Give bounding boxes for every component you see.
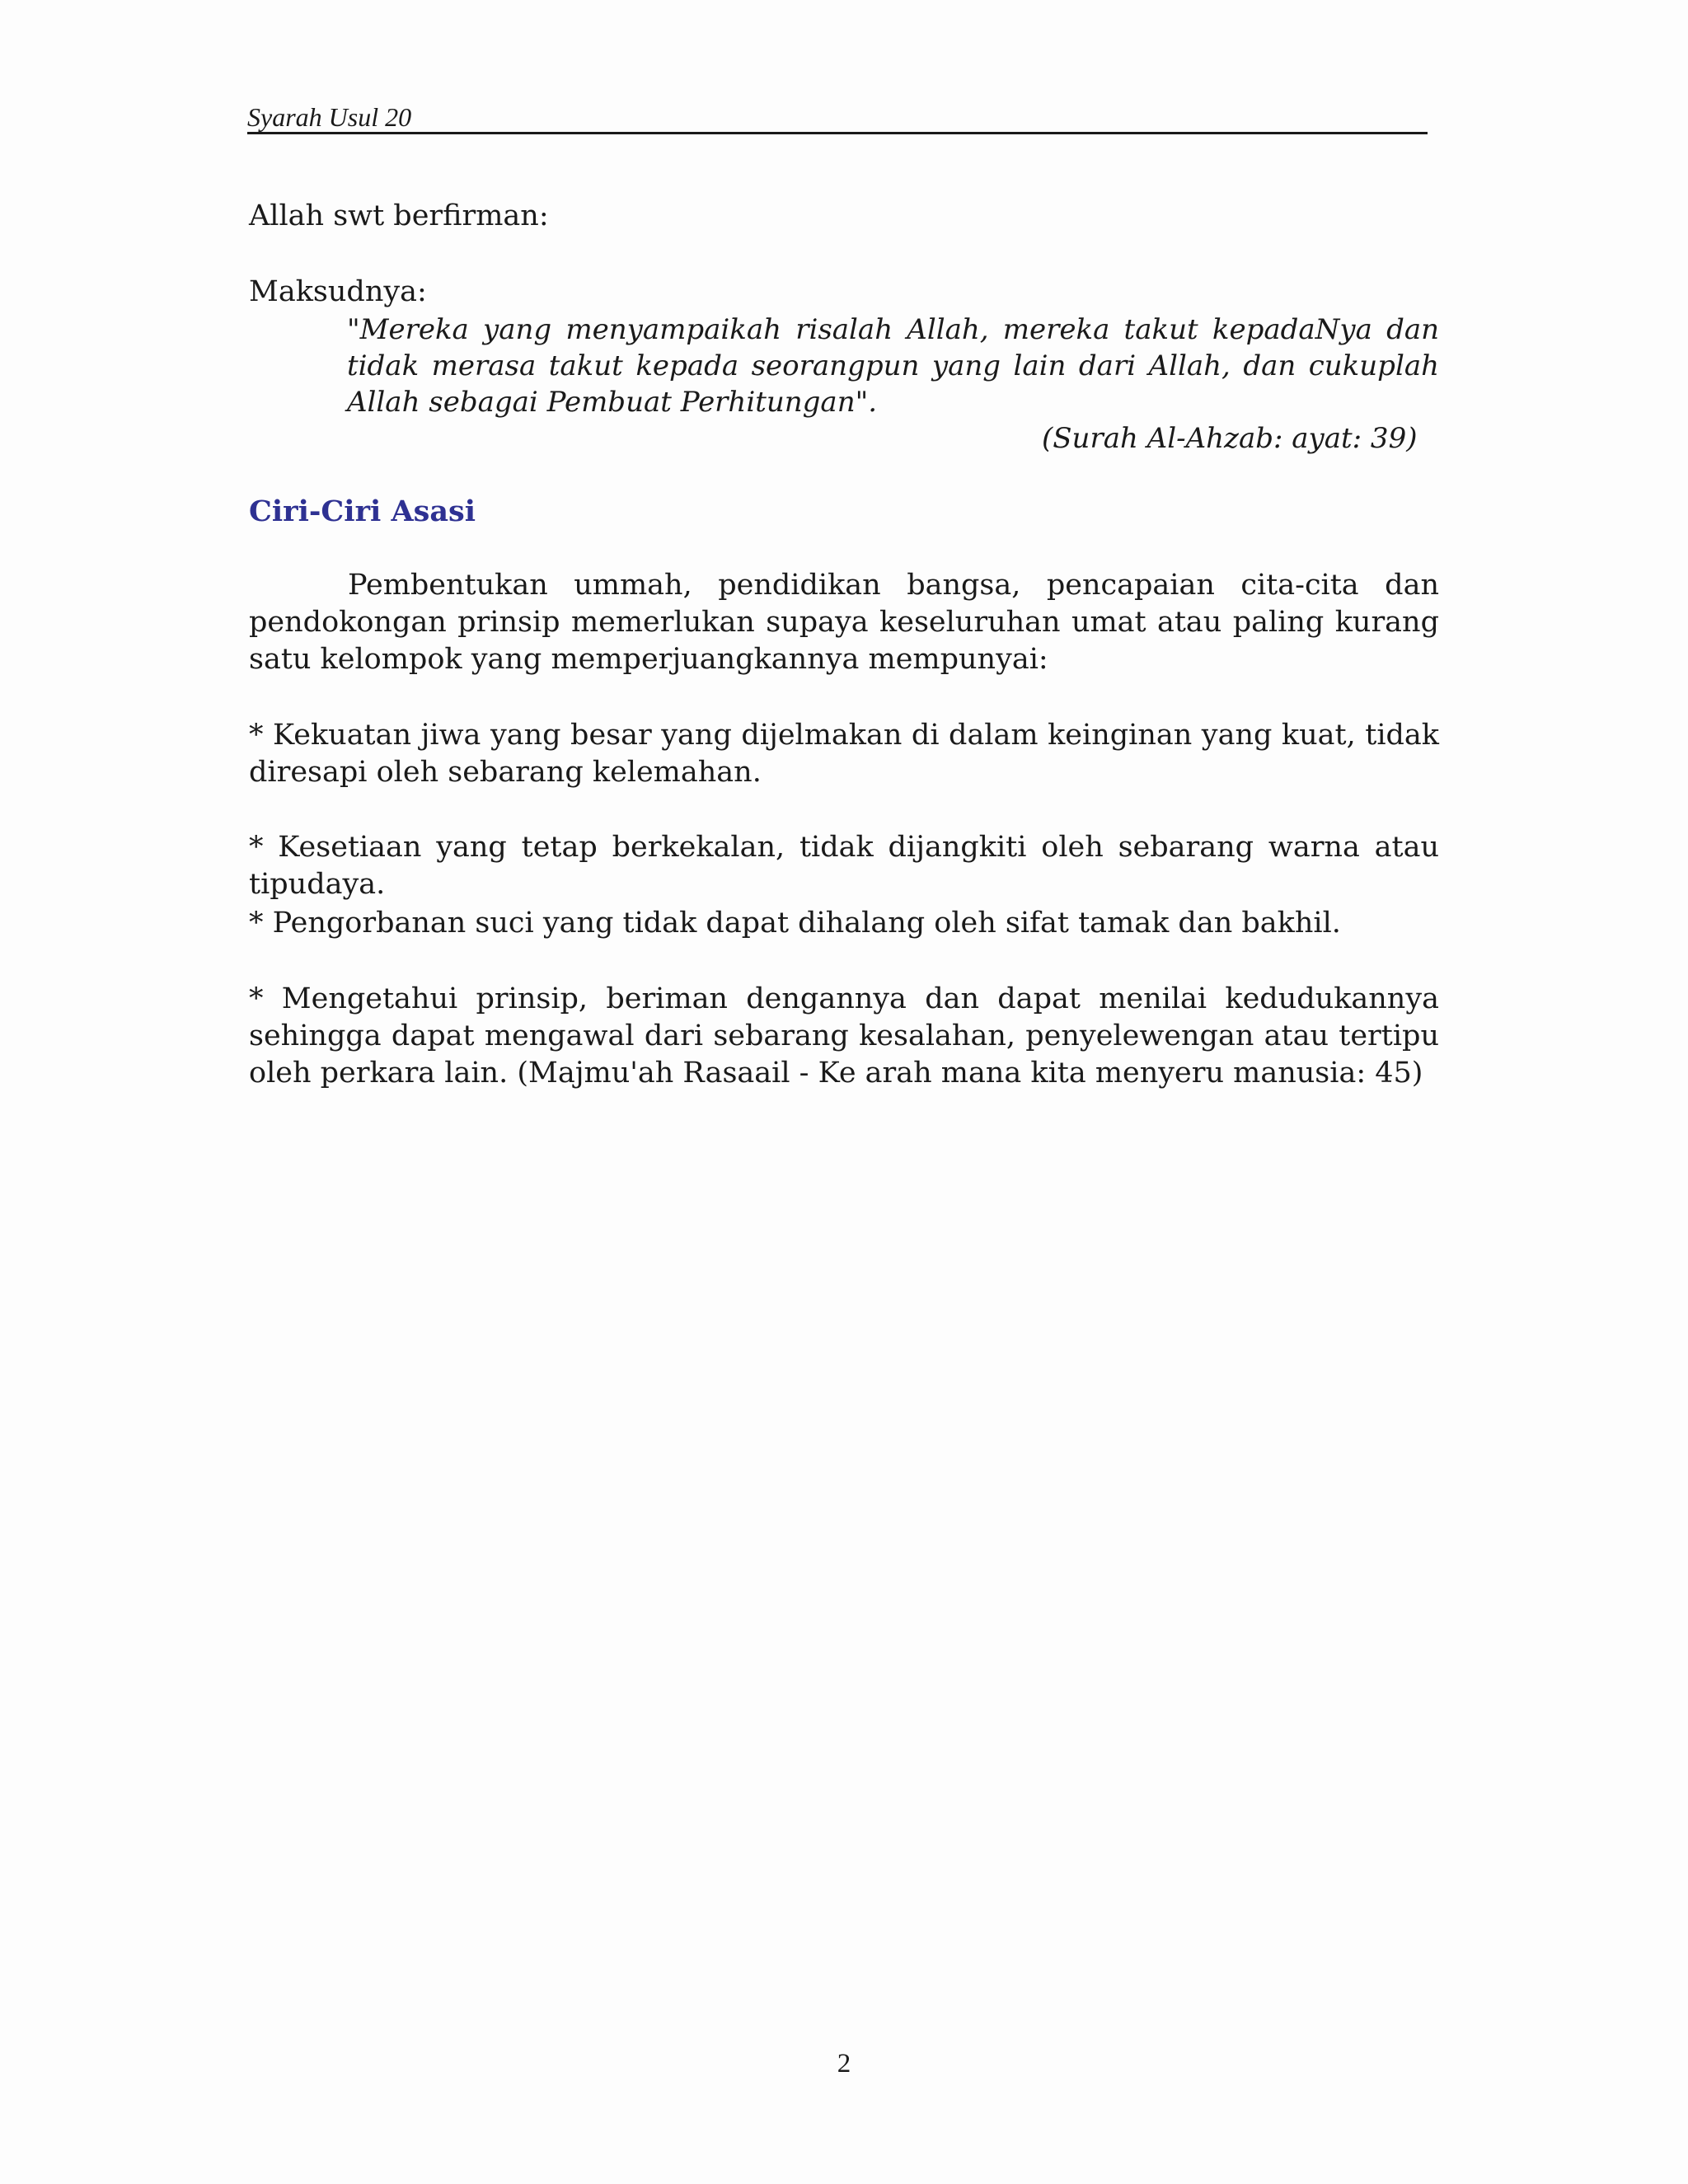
bullet-item: * Mengetahui prinsip, beriman dengannya dan dapat menilai kedudukannya sehingga dapat mengawal dari sebarang kesalahan, penyelewengan atau tertipu oleh perkara lain. (Majmu'ah Rasaail - Ke arah mana kita menyeru manusia: 45) (249, 982, 1439, 1090)
verse-translation-quote: "Mereka yang menyampaikah risalah Allah, mereka takut kepadaNya dan tidak merasa takut kepada seorangpun yang lain dari Allah, dan cukuplah Allah sebagai Pembuat Perhitungan". (347, 313, 1439, 419)
bullet-item: * Kesetiaan yang tetap berkekalan, tidak dijangkiti oleh sebarang warna atau tipudaya. (249, 831, 1439, 901)
meaning-label: Maksudnya: (249, 275, 427, 308)
page-number: 2 (837, 2049, 851, 2079)
header-title: Syarah Usul 20 (247, 102, 412, 132)
running-header (247, 97, 1428, 134)
section-heading: Ciri-Ciri Asasi (249, 494, 476, 528)
bullet-item: * Kekuatan jiwa yang besar yang dijelmakan di dalam keinginan yang kuat, tidak diresapi oleh sebarang kelemahan. (249, 719, 1439, 789)
intro-paragraph: Pembentukan ummah, pendidikan bangsa, pencapaian cita-cita dan pendokongan prinsip memerlukan supaya keseluruhan umat atau paling kurang satu kelompok yang memperjuangkannya mempunyai: (249, 569, 1439, 676)
intro-line: Allah swt berfirman: (249, 199, 549, 232)
verse-citation: (Surah Al-Ahzab: ayat: 39) (1042, 422, 1418, 455)
bullet-item: * Pengorbanan suci yang tidak dapat dihalang oleh sifat tamak dan bakhil. (249, 907, 1341, 940)
